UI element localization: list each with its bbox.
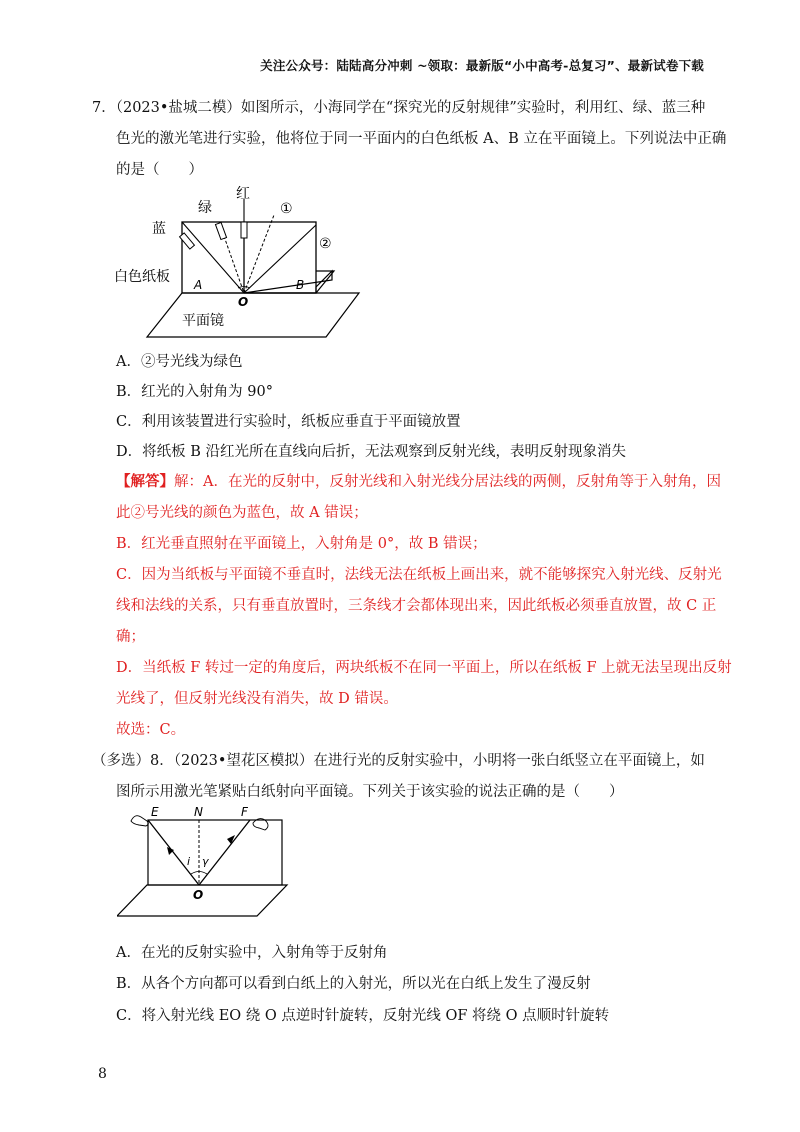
q7-answer-line-2: 此②号光线的颜色为蓝色，故 A 错误；	[116, 505, 368, 521]
q8-label-f: F	[241, 805, 248, 819]
q8-label-n: N	[194, 805, 203, 819]
mirror-plane	[147, 293, 359, 337]
label-o: O	[238, 295, 249, 309]
q7-answer-line-7: D．当纸板 F 转过一定的角度后，两块纸板不在同一平面上，所以在纸板 F 上就无法呈现出反射	[116, 660, 732, 676]
q8-label-r: γ	[202, 855, 209, 868]
q8-label-e: E	[151, 805, 159, 819]
label-a: A	[194, 278, 203, 292]
green-laser	[215, 222, 226, 239]
q8-label-o: O	[193, 888, 204, 902]
q7-answer-line-1	[116, 472, 721, 492]
label-b: B	[296, 278, 305, 292]
label-mirror: 平面镜	[182, 313, 224, 329]
q7-stem-line-1: 7．（2023•盐城二模）如图所示，小海同学在“探究光的反射规律”实验时，利用红、绿、蓝三种	[92, 100, 706, 116]
answer-tag: 【解答】	[116, 473, 174, 490]
reflected-ray-2	[244, 225, 316, 293]
q7-answer-line-4: C．因为当纸板与平面镜不垂直时，法线无法在纸板上画出来，就不能够探究入射光线、反射光	[116, 567, 722, 583]
reflected-ray-1	[244, 215, 274, 293]
blue-ray	[182, 222, 244, 293]
q8-stem-line-2: 图所示用激光笔紧贴白纸射向平面镜。下列关于该实验的说法正确的是（ ）	[116, 784, 624, 800]
q8-stem-line-1: （多选）8．（2023•望花区模拟）在进行光的反射实验中，小明将一张白纸竖立在平面镜上，如	[92, 753, 705, 769]
q7-stem-line-2: 色光的激光笔进行实验，他将位于同一平面内的白色纸板 A、B 立在平面镜上。下列说法中正确	[116, 131, 727, 147]
label-ray-1: ①	[280, 201, 293, 217]
q7-answer-line-6: 确；	[116, 629, 145, 645]
q8-reflected-ray	[199, 820, 250, 885]
q7-stem-line-3: 的是（ ）	[116, 162, 203, 178]
page-header: 关注公众号：陆陆高分冲刺 ~领取：最新版“小中高考-总复习”、最新试卷下载	[260, 58, 704, 73]
label-board: 白色纸板	[114, 269, 170, 285]
q8-incident-ray	[148, 820, 199, 885]
q7-answer-line-3: B．红光垂直照射在平面镜上，入射角是 0°，故 B 错误；	[116, 536, 487, 552]
label-green: 绿	[198, 200, 212, 216]
q8-option-c: C．将入射光线 EO 绕 O 点逆时针旋转，反射光线 OF 将绕 O 点顺时针旋转	[116, 1008, 610, 1024]
label-red: 红	[236, 186, 250, 202]
q7-answer-line-8: 光线了，但反射光线没有消失，故 D 错误。	[116, 691, 398, 707]
q8-label-i: i	[187, 855, 191, 868]
q7-option-d: D．将纸板 B 沿红光所在直线向后折，无法观察到反射光线，表明反射现象消失	[116, 444, 626, 460]
answer-text-1: 解：A．在光的反射中，反射光线和入射光线分居法线的两侧，反射角等于入射角，因	[174, 474, 721, 490]
q7-option-c: C．利用该装置进行实验时，纸板应垂直于平面镜放置	[116, 414, 461, 430]
q7-option-a: A．②号光线为绿色	[116, 354, 243, 370]
red-laser	[241, 222, 247, 238]
label-ray-2: ②	[319, 236, 332, 252]
page-number: 8	[98, 1066, 107, 1082]
q7-option-b: B．红光的入射角为 90°	[116, 384, 273, 400]
q7-answer-line-5: 线和法线的关系，只有垂直放置时，三条线才会都体现出来，因此纸板必须垂直放置，故 C 正	[116, 598, 717, 614]
q7-figure	[114, 185, 374, 345]
q8-option-b: B．从各个方向都可以看到白纸上的入射光，所以光在白纸上发生了漫反射	[116, 976, 591, 992]
left-hand-icon	[131, 816, 148, 826]
label-blue: 蓝	[152, 221, 166, 237]
q8-figure	[117, 803, 297, 921]
q8-paper	[148, 820, 282, 885]
q7-choice: 故选：C。	[116, 722, 186, 738]
q8-option-a: A．在光的反射实验中，入射角等于反射角	[116, 945, 388, 961]
